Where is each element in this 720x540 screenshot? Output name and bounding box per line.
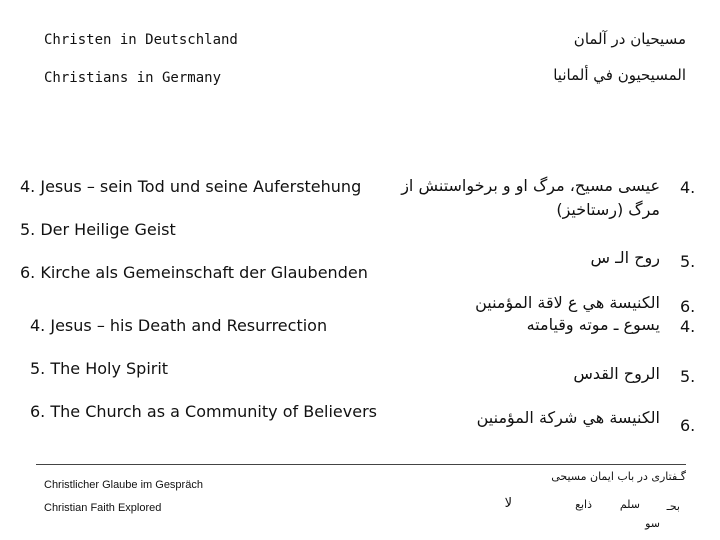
- footer-fragment-1: بحـ: [666, 500, 680, 513]
- persian-item-5-text: روح الـ س: [590, 248, 660, 267]
- arabic-item-4-number: 4.: [680, 317, 696, 336]
- arabic-item-6a-number: 6.: [680, 297, 696, 316]
- footer-fragment-5: سو: [645, 517, 660, 530]
- english-item-4: 4. Jesus – his Death and Resurrection: [30, 316, 328, 335]
- footer-fragment-3: ذابع: [575, 498, 592, 511]
- footer-divider: [36, 464, 686, 465]
- german-item-6: 6. Kirche als Gemeinschaft der Glaubenden: [20, 263, 368, 282]
- arabic-item-6a-text: الكنيسة هي ع لاقة المؤمنين: [475, 293, 660, 312]
- arabic-item-6-text: الكنيسة هي شركة المؤمنين: [476, 408, 660, 427]
- footer-series-german: Christlicher Glaube im Gespräch: [44, 479, 203, 491]
- footer-fragment-2: سلم: [619, 498, 640, 511]
- persian-item-5-number: 5.: [680, 252, 696, 271]
- english-item-5: 5. The Holy Spirit: [30, 359, 169, 378]
- arabic-item-5-number: 5.: [680, 367, 696, 386]
- footer-fragment-4: لا: [504, 496, 512, 511]
- arabic-item-6-number: 6.: [680, 416, 696, 435]
- persian-item-4-line2: مرگ (رستاخیز): [556, 200, 660, 219]
- footer-series-persian: گـفتاری در باب ایمان مسیحی: [551, 470, 686, 483]
- title-persian: مسیحیان در آلمان: [573, 30, 686, 48]
- title-german: Christen in Deutschland: [44, 32, 238, 48]
- arabic-item-5-text: الروح القدس: [573, 364, 660, 383]
- title-english: Christians in Germany: [44, 70, 222, 86]
- persian-item-4-number: 4.: [680, 178, 696, 197]
- title-arabic: المسيحيون في ألمانيا: [553, 66, 686, 84]
- persian-item-4-line1: عیسی مسیح، مرگ او و برخواستنش از: [401, 176, 660, 195]
- english-item-6: 6. The Church as a Community of Believers: [30, 402, 377, 421]
- german-item-4: 4. Jesus – sein Tod und seine Auferstehung: [20, 177, 362, 196]
- footer-series-english: Christian Faith Explored: [44, 502, 162, 514]
- german-item-5: 5. Der Heilige Geist: [20, 220, 176, 239]
- arabic-item-4-text: يسوع ـ موته وقيامته: [526, 315, 660, 334]
